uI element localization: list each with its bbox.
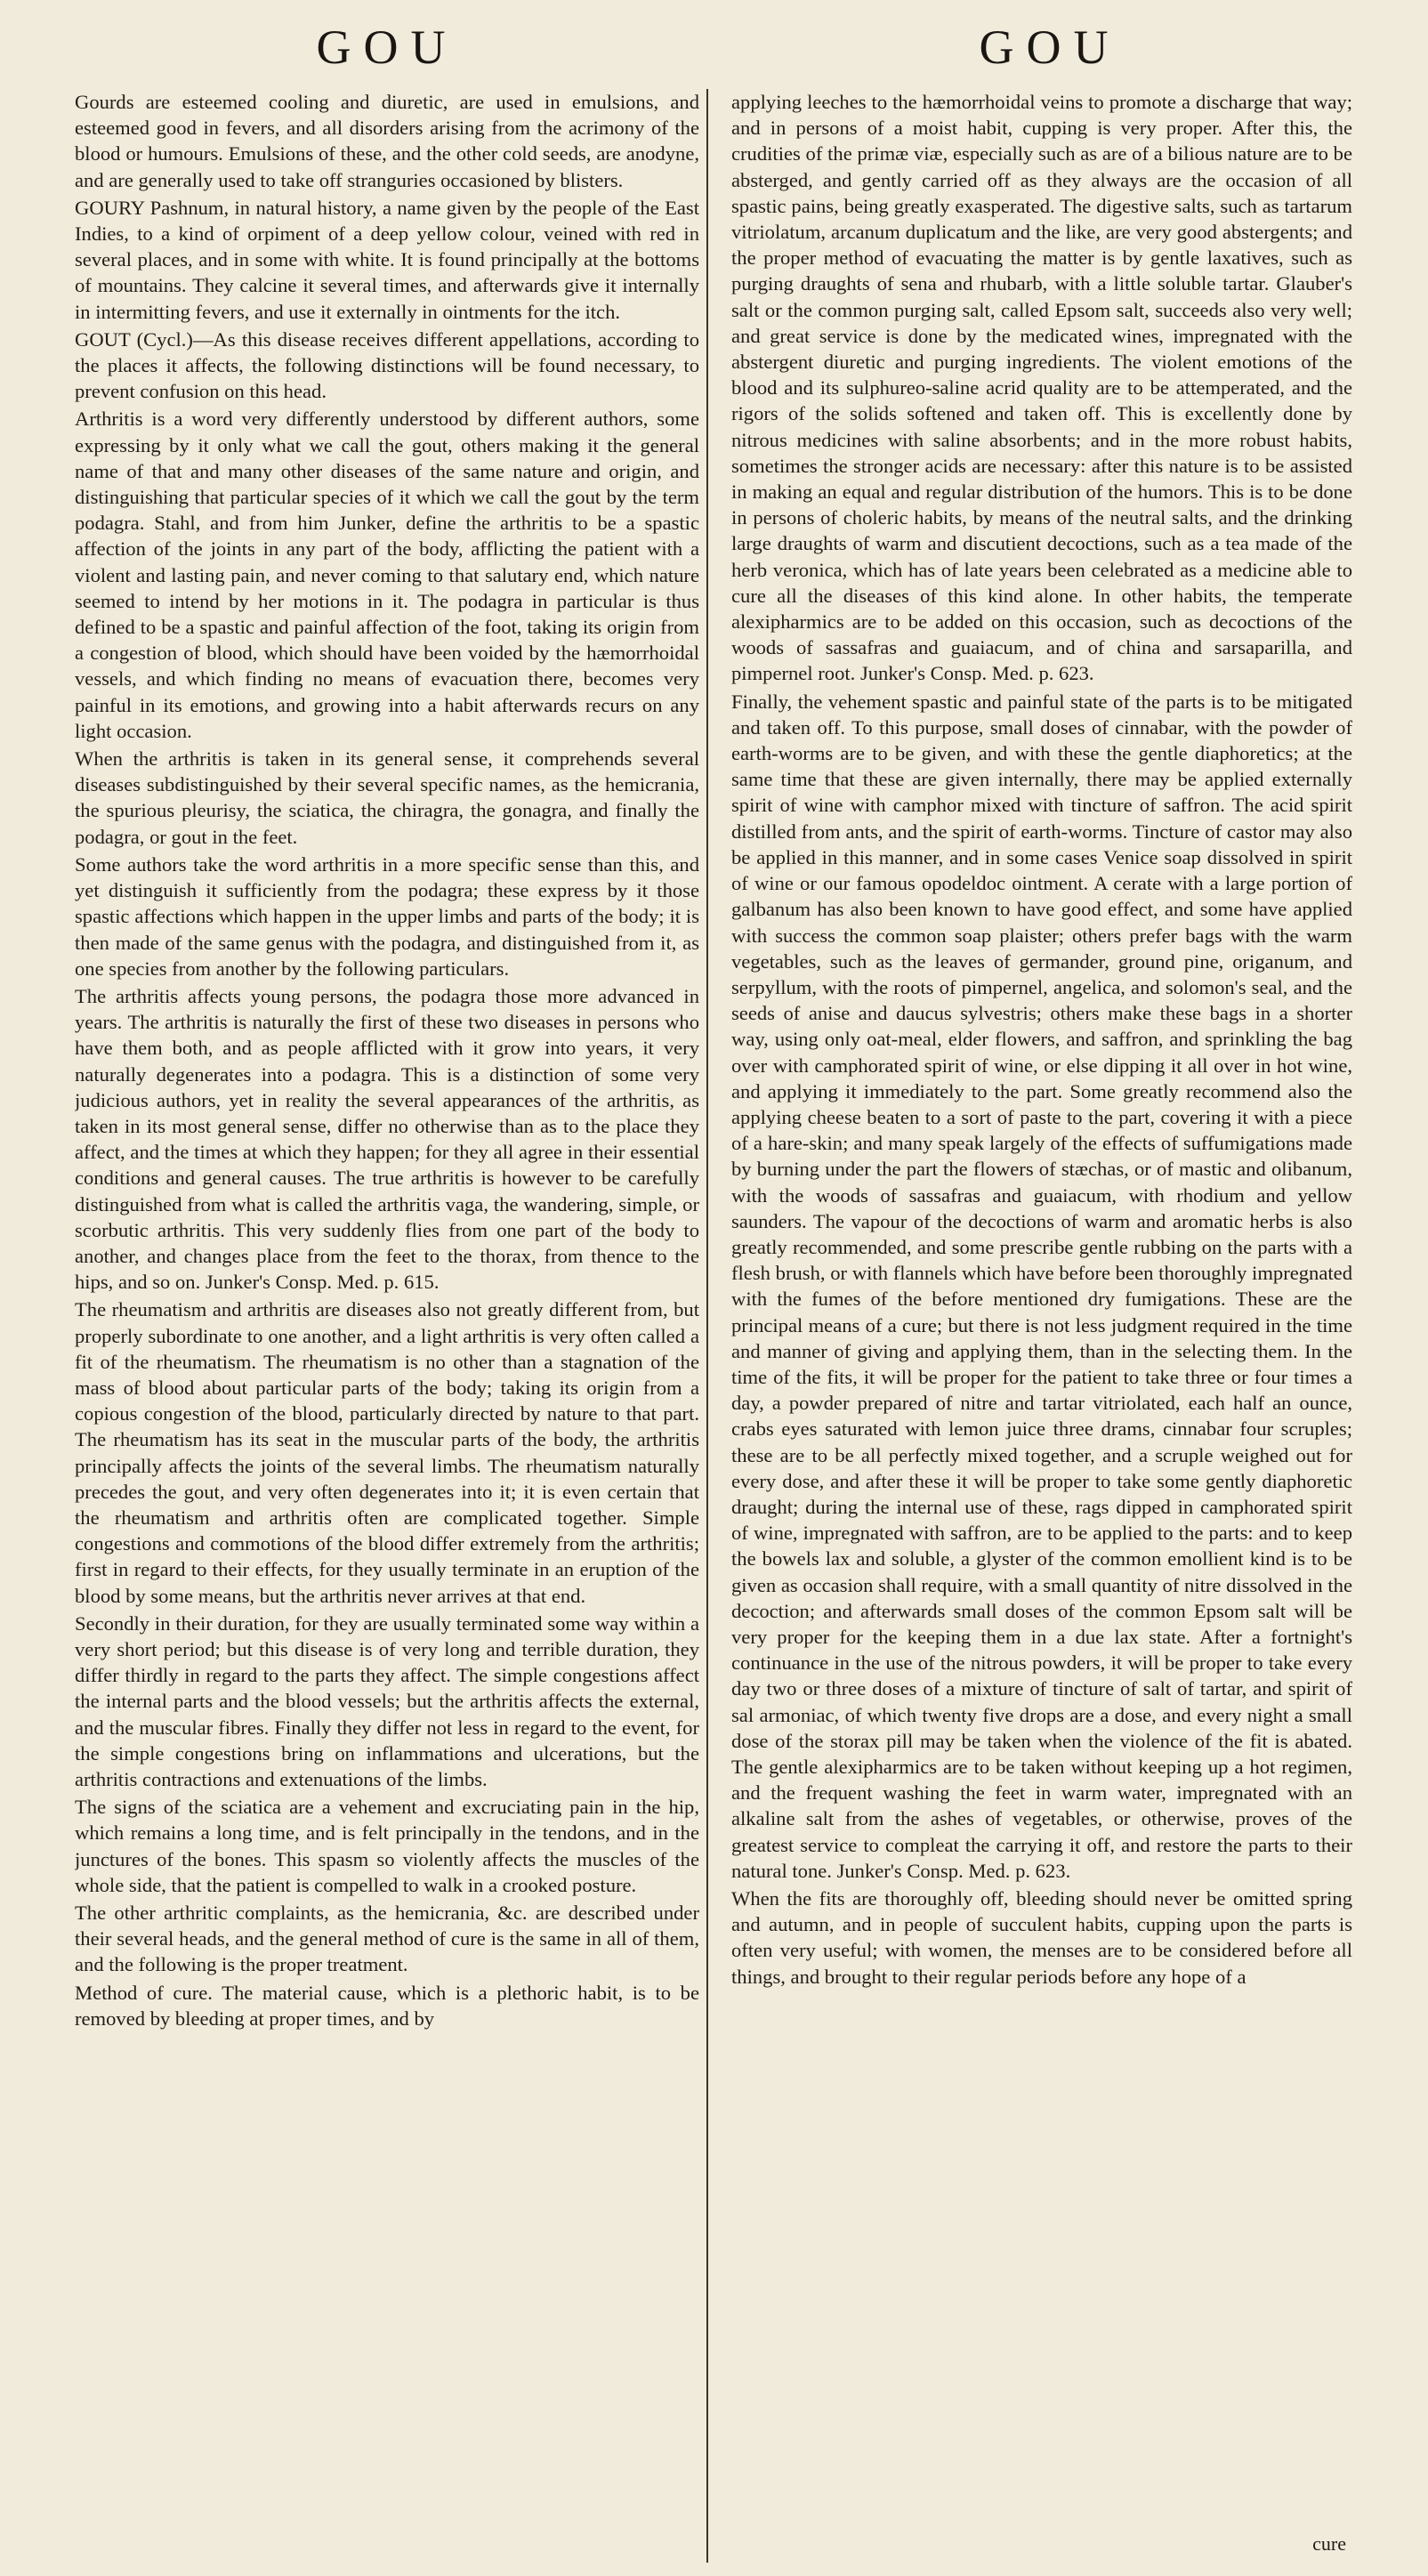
paragraph: Arthritis is a word very differently understood by different authors, some expressing by it only what we call the gout, others making it the general name of that and many other diseases of the same nature and origin, and distinguishing that particular species of it which we call the gout by the term podagra. Stahl, and from him Junker, define the arthritis to be a spastic affection of the joints in any part of the body, afflicting the patient with a violent and lasting pain, and never coming to that salutary end, which nature seemed to intend by her motions in it. The podagra in particular is thus defined to be a spastic and painful affection of the foot, taking its origin from a congestion of blood, which should have been voided by the hæmorrhoidal vessels, and which finding no means of evacuation there, becomes very painful in its emotions, and growing into a habit afterwards recurs on any light occasion. <box>75 408 699 742</box>
paragraph: Secondly in their duration, for they are usually terminated some way within a very short period; but this disease is of very long and terrible duration, they differ thirdly in regard to the parts they affect. The simple congestions affect the internal parts and the blood vessels; but the arthritis affects the external, and the muscular fibres. Finally they differ not less in regard to the event, for the simple congestions bring on inflammations and ulcerations, but the arthritis contractions and extenuations of the limbs. <box>75 1611 699 1790</box>
paragraph: applying leeches to the hæmorrhoidal veins to promote a discharge that way; and in persons of a moist habit, cupping is very proper. After this, the crudities of the primæ viæ, especially such as are of a bilious nature are to be absterged, and gently carried off as they always are the occasion of all spastic pains, being greatly exasperated. The digestive salts, such as tartarum vitriolatum, arcanum duplicatum and the like, are very good abstergents; and the proper method of evacuating the matter is by gentle laxatives, such as purging draughts of sena and rhubarb, with a little soluble tartar. Glauber's salt or the common purging salt, called Epsom salt, succeeds also very well; and great service is done by the medicated wines, impregnated with the abstergent diuretic and purging ingredients. The violent emotions of the blood and its sulphureo-saline acrid quality are to be attemperated, and the rigors of the solids softened and taken off. This is excellently done by nitrous medicines with saline absorbents; and in the more robust habits, sometimes the stronger acids are necessary: after this nature is to be assisted in making an equal and regular distribution of the humors. This is to be done in persons of choleric habits, by means of the neutral salts, and the drinking large draughts of warm and discutient decoctions, such as a tea made of the herb veronica, which has of late years been celebrated as a medicine able to cure all the diseases of this kind alone. In other habits, the temperate alexipharmics are to be added on this occasion, such as decoctions of the woods of sassafras and guaiacum, and of china and sarsaparilla, and pimpernel root. Junker's Consp. Med. p. 623. <box>731 91 1352 685</box>
left-column <box>75 89 699 2558</box>
paragraph: The other arthritic complaints, as the hemicrania, &c. are described under their several heads, and the general method of cure is the same in all of them, and the following is the proper treatment. <box>75 1902 699 1976</box>
catchword: cure <box>1312 2532 1346 2555</box>
paragraph: When the fits are thoroughly off, bleeding should never be omitted spring and autumn, and in people of succulent habits, cupping upon the parts is often very useful; with women, the menses are to be considered before all things, and brought to their regular periods before any hope of a <box>731 1887 1352 1988</box>
running-head-left: GOU <box>316 20 458 74</box>
paragraph: The rheumatism and arthritis are diseases also not greatly different from, but properly subordinate to one another, and a light arthritis is very often called a fit of the rheumatism. The rheumatism is no other than a stagnation of the mass of blood about particular parts of the body; taking its origin from a copious congestion of the blood, particularly directed by nature to that part. The rheumatism has its seat in the muscular parts of the body, the arthritis principally affects the joints of the several limbs. The rheumatism naturally precedes the gout, and very often degenerates into it; it is even certain that the rheumatism and arthritis often are complicated together. Simple congestions and commotions of the blood differ extremely from the arthritis; first in regard to their effects, for they usually terminate in an eruption of the blood by some means, but the arthritis never arrives at that end. <box>75 1298 699 1607</box>
running-head-right: GOU <box>979 20 1121 74</box>
entry-goury: GOURY Pashnum, in natural history, a name given by the people of the East Indies, to a kind of orpiment of a deep yellow colour, veined with red in several places, and in some with white. It is found principally at the bottoms of mountains. They calcine it several times, and afterwards give it internally in intermitting fevers, and use it externally in ointments for the itch. <box>75 196 699 323</box>
paragraph: Finally, the vehement spastic and painful state of the parts is to be mitigated and taken off. To this purpose, small doses of cinnabar, with the powder of earth-worms are to be given, and with these the gentle diaphoretics; at the same time that these are given internally, there may be applied externally spirit of wine with camphor mixed with tincture of saffron. The acid spirit distilled from ants, and the spirit of earth-worms. Tincture of castor may also be applied in this manner, and in some cases Venice soap dissolved in spirit of wine or our famous opodeldoc ointment. A cerate with a large portion of galbanum has also been known to have good effect, and some have applied with success the common soap plaister; others prefer bags with the warm vegetables, such as the leaves of germander, ground pine, origanum, and serpyllum, with the roots of pimpernel, angelica, and solomon's seal, and the seeds of anise and daucus sylvestris; others make these bags in a shorter way, using only oat-meal, elder flowers, and saffron, and sprinkling the bag over with camphorated spirit of wine, or else dipping it all over in hot wine, and applying it immediately to the part. Some greatly recommend also the applying cheese beaten to a sort of paste to the part, covering it with a piece of a hare-skin; and many speak largely of the effects of suffumigations made by burning under the part the flowers of stæchas, or of mastic and olibanum, with the woods of sassafras and guaiacum, with rhodium and yellow saunders. The vapour of the decoctions of warm and aromatic herbs is also greatly recommended, and some prescribe gentle rubbing on the parts with a flesh brush, or with flannels which have before been thoroughly impregnated with the fumes of the before mentioned dry fumigations. These are the principal means of a cure; but there is not less judgment required in the time and manner of giving and applying them, than in the selecting them. In the time of the fits, it will be proper for the patient to take three or four times a day, a powder prepared of nitre and tartar vitriolated, each half an ounce, crabs eyes saturated with lemon juice three drams, cinnabar four scruples; these are to be all perfectly mixed together, and a scruple weighed out for every dose, and after these it will be proper to take some gently diaphoretic draught; during the internal use of these, rags dipped in camphorated spirit of wine, impregnated with saffron, are to be applied to the parts: and to keep the bowels lax and soluble, a glyster of the common emollient kind is to be given as occasion shall require, with a small quantity of nitre dissolved in the decoction; and afterwards small doses of the common Epsom salt will be very proper for the keeping them in a due lax state. After a fortnight's continuance in the use of the nitrous powders, it will be proper to take every day two or three doses of a mixture of tincture of salt of tartar, and spirit of sal armoniac, of which twenty five drops are a dose, and every night a small dose of the storax pill may be taken when the violence of the fit is abated. The gentle alexipharmics are to be taken without keeping up a hot regimen, and the frequent washing the feet in warm water, impregnated with an alkaline salt from the ashes of vegetables, or otherwise, proves of the greatest service to compleat the carrying it off, and restore the parts to their natural tone. Junker's Consp. Med. p. 623. <box>731 690 1352 1882</box>
paragraph: The arthritis affects young persons, the podagra those more advanced in years. The arthritis is naturally the first of these two diseases in persons who have them both, and as people afflicted with it grow into years, it very naturally degenerates into a podagra. This is a distinction of some very judicious authors, yet in reality the several appearances of the arthritis, as taken in its most general sense, differ no otherwise than as to the place they affect, and the times at which they happen; for they all agree in their essential conditions and general causes. The true arthritis is however to be carefully distinguished from what is called the arthritis vaga, the wandering, simple, or scorbutic arthritis. This very suddenly flies from one part of the body to another, and changes place from the feet to the thorax, from thence to the hips, and so on. Junker's Consp. Med. p. 615. <box>75 984 699 1294</box>
column-divider <box>706 89 708 2563</box>
paragraph-method-of-cure: Method of cure. The material cause, which is a plethoric habit, is to be removed by bleeding at proper times, and by <box>75 1981 699 2030</box>
entry-gout: GOUT (Cycl.)—As this disease receives different appellations, according to the places it affects, the following distinctions will be found necessary, to prevent confusion on this head. <box>75 327 699 403</box>
paragraph: Some authors take the word arthritis in a more specific sense than this, and yet distinguish it sufficiently from the podagra; these express by it those spastic affections which happen in the upper limbs and parts of the body; it is then made of the same genus with the podagra, and distinguished from it, as one species from another by the following particulars. <box>75 852 699 980</box>
paragraph: The signs of the sciatica are a vehement and excruciating pain in the hip, which remains a long time, and is felt principally in the tendons, and in the junctures of the bones. This spasm so violently affects the muscles of the whole side, that the patient is compelled to walk in a crooked posture. <box>75 1796 699 1896</box>
paragraph: When the arthritis is taken in its general sense, it comprehends several diseases subdistinguished by their several specific names, as the hemicrania, the spurious pleurisy, the sciatica, the chiragra, the gonagra, and finally the podagra, or gout in the feet. <box>75 747 699 848</box>
entry-gourds: Gourds are esteemed cooling and diuretic, are used in emulsions, and esteemed good in fevers, and all disorders arising from the acrimony of the blood or humours. Emulsions of these, and the other cold seeds, are anodyne, and are generally used to take off stranguries occasioned by blisters. <box>75 91 699 191</box>
right-column <box>731 89 1352 2558</box>
page-header <box>0 20 1428 82</box>
